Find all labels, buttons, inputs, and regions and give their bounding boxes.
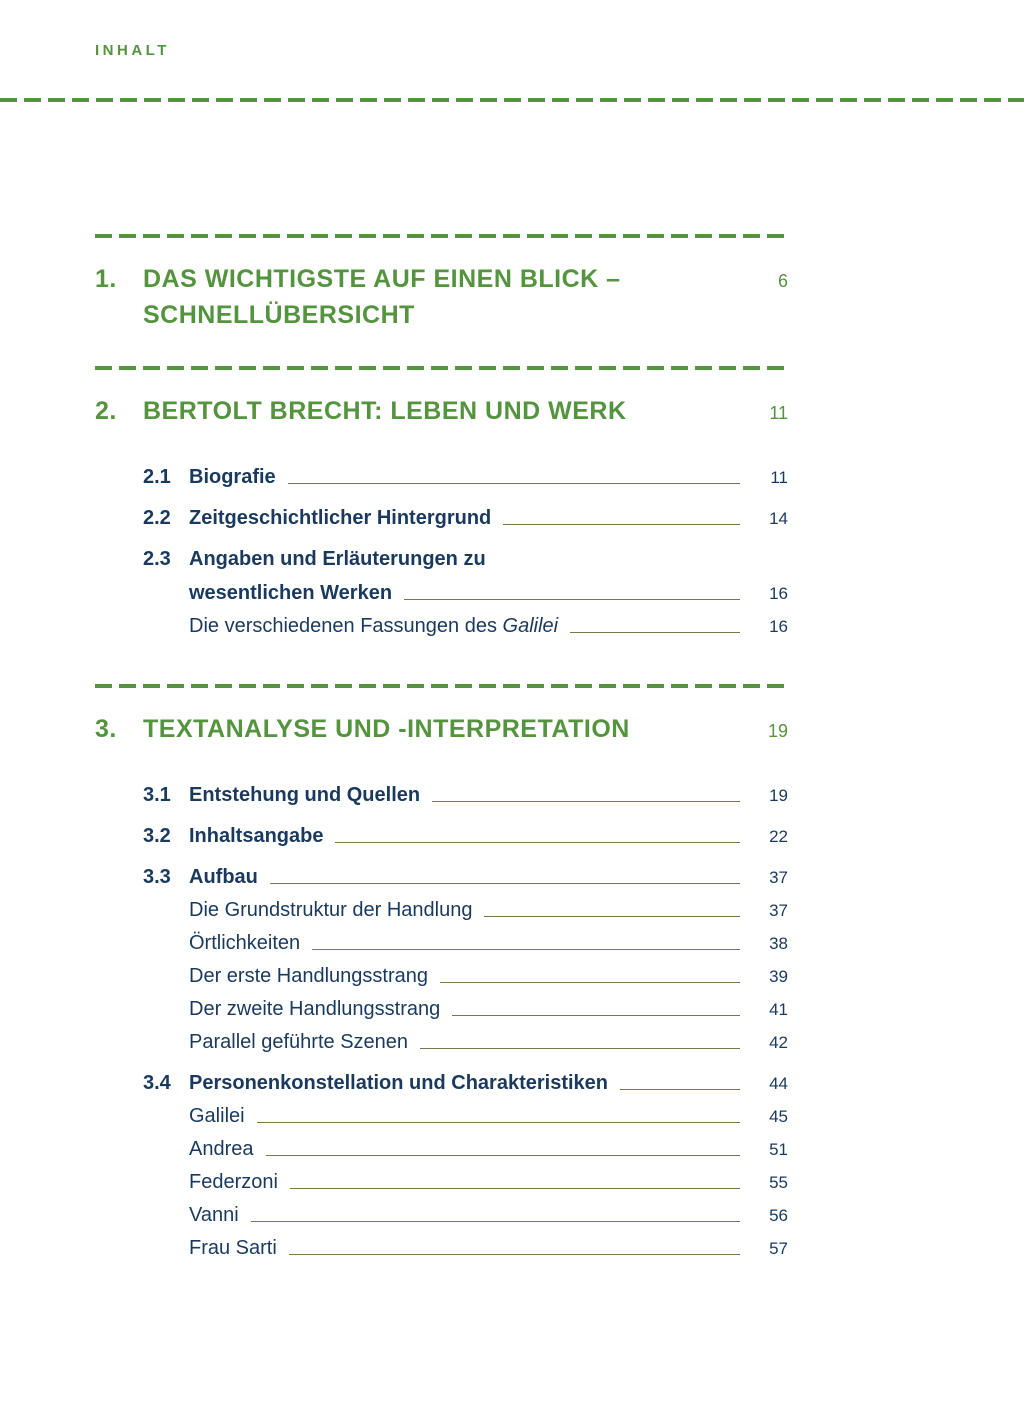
section-dashed-rule — [95, 366, 788, 370]
chapter-heading — [95, 262, 788, 332]
chapter-title: TEXTANALYSE UND -INTERPRETATION — [143, 715, 630, 743]
leader-line — [432, 801, 740, 802]
toc-entry — [143, 507, 788, 529]
leader-line — [312, 949, 740, 950]
entry-title — [189, 965, 428, 988]
toc-entry-line — [143, 1105, 788, 1127]
chapter-entries — [95, 784, 788, 1259]
toc-entry-line — [143, 1072, 788, 1094]
entry-title-text: wesentlichen Werken — [189, 582, 393, 604]
entry-title — [189, 1171, 278, 1194]
toc-entry — [143, 998, 788, 1020]
leader-line — [620, 1089, 740, 1090]
entry-title — [189, 932, 300, 955]
entry-page-number: 16 — [769, 584, 788, 603]
chapter-heading-line — [95, 712, 788, 748]
entry-page-number: 37 — [769, 901, 788, 920]
entry-title — [189, 825, 323, 848]
chapter-entries — [95, 466, 788, 637]
leader-line — [288, 483, 740, 484]
entry-title-text: Die Grundstruktur der Handlung — [189, 899, 473, 921]
page-title: INHALT — [95, 42, 170, 59]
chapter-number: 2. — [95, 397, 117, 425]
chapter-title: BERTOLT BRECHT: LEBEN UND WERK — [143, 397, 627, 425]
leader-line — [290, 1188, 740, 1189]
toc-entry-line — [143, 825, 788, 847]
leader-line — [270, 883, 740, 884]
toc-entry — [143, 1204, 788, 1226]
toc-entry — [143, 615, 788, 637]
entry-title-text: Federzoni — [189, 1171, 278, 1193]
entry-title-text: Örtlichkeiten — [189, 932, 301, 954]
entry-title — [189, 1072, 608, 1095]
chapter-heading-line — [95, 298, 788, 332]
entry-page-number: 51 — [769, 1140, 788, 1159]
entry-number: 2.1 — [143, 466, 171, 488]
leader-line — [335, 842, 740, 843]
entry-title-text: Biografie — [189, 466, 276, 488]
entry-title-text: Entstehung und Quellen — [189, 784, 421, 806]
toc-entry-line — [143, 1138, 788, 1160]
section-dashed-rule — [95, 234, 788, 238]
entry-number: 2.3 — [143, 548, 171, 570]
toc-entry-line — [143, 466, 788, 488]
entry-title — [189, 1204, 239, 1227]
entry-title-text: Andrea — [189, 1138, 254, 1160]
entry-page-number: 14 — [769, 509, 788, 528]
leader-line — [503, 524, 740, 525]
entry-title-text: Zeitgeschichtlicher Hintergrund — [189, 507, 492, 529]
entry-title — [189, 866, 258, 889]
chapter-block — [95, 684, 788, 1259]
section-dashed-rule — [95, 684, 788, 688]
entry-page-number: 55 — [769, 1173, 788, 1192]
chapter-block — [95, 366, 788, 637]
entry-number: 3.2 — [143, 825, 171, 847]
toc-entry — [143, 548, 788, 604]
entry-page-number: 19 — [769, 786, 788, 805]
toc-entry-line — [143, 866, 788, 888]
toc-entry-line — [143, 998, 788, 1020]
toc-entry-line — [143, 1031, 788, 1053]
toc-entry-line — [143, 965, 788, 987]
toc-entry — [143, 932, 788, 954]
leader-line — [440, 982, 740, 983]
toc-entry — [143, 1105, 788, 1127]
chapter-heading — [95, 712, 788, 748]
toc-entry — [143, 965, 788, 987]
leader-line — [289, 1254, 740, 1255]
entry-title — [189, 784, 420, 807]
toc-entry — [143, 866, 788, 888]
toc-entry — [143, 1237, 788, 1259]
entry-page-number: 57 — [769, 1239, 788, 1258]
toc-entry — [143, 899, 788, 921]
toc-entry — [143, 825, 788, 847]
entry-page-number: 45 — [769, 1107, 788, 1126]
entry-title-text: Inhaltsangabe — [189, 825, 324, 847]
entry-title — [189, 1138, 254, 1161]
entry-number: 2.2 — [143, 507, 171, 529]
leader-line — [266, 1155, 741, 1156]
toc-entry — [143, 784, 788, 806]
entry-page-number: 42 — [769, 1033, 788, 1052]
entry-title — [189, 582, 392, 605]
entry-number: 3.1 — [143, 784, 171, 806]
toc-entry — [143, 466, 788, 488]
toc-entry-line — [143, 507, 788, 529]
leader-line — [484, 916, 740, 917]
toc-entry-line — [143, 1237, 788, 1259]
chapter-block — [95, 234, 788, 332]
entry-number: 3.4 — [143, 1072, 171, 1094]
leader-line — [257, 1122, 740, 1123]
chapter-heading — [95, 394, 788, 430]
chapter-title: SCHNELLÜBERSICHT — [143, 301, 415, 329]
toc-entry-line — [143, 582, 788, 604]
toc-entry — [143, 1031, 788, 1053]
entry-page-number: 41 — [769, 1000, 788, 1019]
entry-title — [189, 1105, 245, 1128]
entry-title-text: Frau Sarti — [189, 1237, 277, 1259]
top-dashed-rule — [0, 98, 1024, 102]
toc-entry-line — [143, 548, 788, 570]
entry-page-number: 16 — [769, 617, 788, 636]
entry-title-text: Personenkonstellation und Charakteristiken — [189, 1072, 608, 1094]
chapter-page-number: 6 — [777, 271, 788, 291]
toc-entry-line — [143, 615, 788, 637]
entry-title — [189, 548, 486, 571]
toc-entry — [143, 1072, 788, 1094]
entry-title — [189, 899, 472, 922]
leader-line — [404, 599, 740, 600]
entry-title-text: Vanni — [189, 1204, 239, 1226]
entry-title — [189, 998, 440, 1021]
entry-title-text: Parallel geführte Szenen — [189, 1031, 409, 1053]
entry-page-number: 11 — [770, 468, 788, 487]
entry-page-number: 37 — [769, 868, 788, 887]
entry-title-text: Galilei — [189, 1105, 245, 1127]
entry-title — [189, 1031, 408, 1054]
toc-entry-line — [143, 784, 788, 806]
chapter-number: 3. — [95, 715, 117, 743]
entry-page-number: 39 — [769, 967, 788, 986]
chapter-number: 1. — [95, 265, 117, 293]
toc-entry — [143, 1138, 788, 1160]
chapter-heading-line — [95, 262, 788, 298]
entry-title-italic: Galilei — [502, 615, 559, 637]
toc-entry — [143, 1171, 788, 1193]
entry-title — [189, 615, 558, 638]
toc-entry-line — [143, 1204, 788, 1226]
entry-title-text: Die verschiedenen Fassungen des — [189, 615, 503, 637]
chapter-heading-line — [95, 394, 788, 430]
entry-number: 3.3 — [143, 866, 171, 888]
chapter-title: DAS WICHTIGSTE AUF EINEN BLICK – — [143, 265, 621, 293]
toc-entry-line — [143, 1171, 788, 1193]
leader-line — [452, 1015, 740, 1016]
entry-title-text: Der zweite Handlungsstrang — [189, 998, 441, 1020]
leader-line — [251, 1221, 740, 1222]
entry-page-number: 38 — [769, 934, 788, 953]
entry-page-number: 22 — [769, 827, 788, 846]
entry-page-number: 56 — [769, 1206, 788, 1225]
leader-line — [570, 632, 740, 633]
leader-line — [420, 1048, 740, 1049]
entry-title — [189, 507, 491, 530]
entry-title-text: Angaben und Erläuterungen zu — [189, 548, 486, 570]
entry-title-text: Der erste Handlungsstrang — [189, 965, 429, 987]
entry-title — [189, 1237, 277, 1260]
toc-entry-line — [143, 932, 788, 954]
chapter-page-number: 19 — [767, 721, 788, 741]
toc-entry-line — [143, 899, 788, 921]
entry-page-number: 44 — [769, 1074, 788, 1093]
entry-title-text: Aufbau — [189, 866, 258, 888]
chapter-page-number: 11 — [769, 403, 788, 423]
entry-title — [189, 466, 276, 489]
